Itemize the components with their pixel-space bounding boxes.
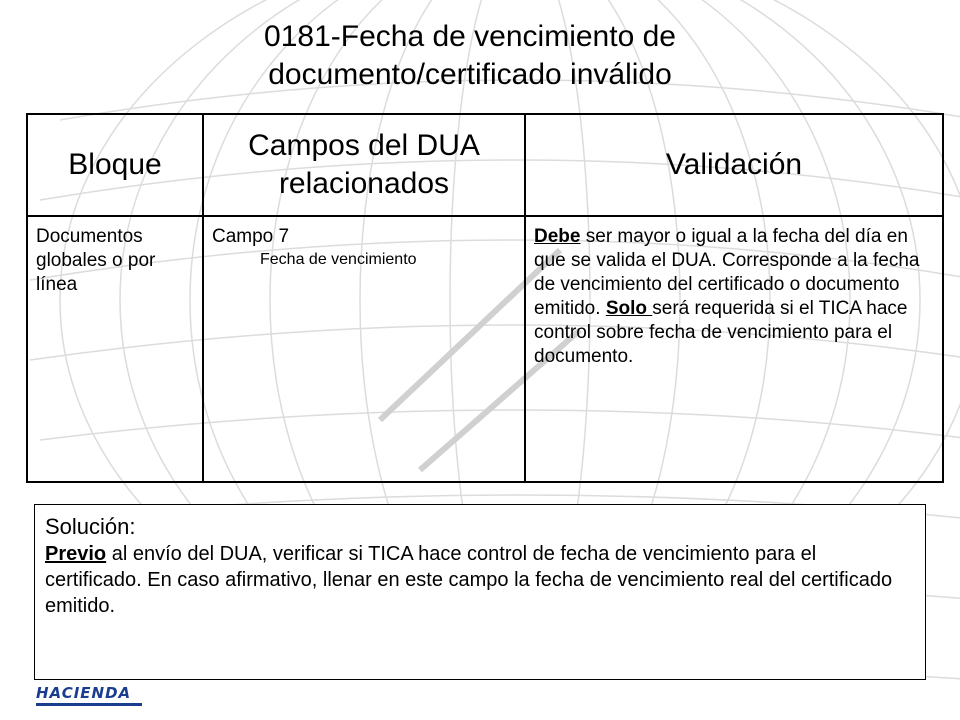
header-validacion: Validación: [525, 114, 943, 216]
title-line-2: documento/certificado inválido: [268, 58, 672, 91]
hacienda-logo: [36, 684, 131, 702]
cell-validacion: [525, 216, 943, 482]
solution-text: al envío del DUA, verificar si TICA hace control de fecha de vencimiento para el certificado. En caso afirmativo, llenar en este campo la fecha de vencimiento real del certificado emitido.: [45, 543, 893, 617]
header-campos: Campos del DUA relacionados: [203, 114, 525, 216]
logo-underline: [36, 703, 142, 706]
header-bloque: Bloque: [27, 114, 203, 216]
solution-lead: Previo: [45, 543, 107, 565]
validacion-lead: Debe: [534, 226, 581, 247]
bloque-text: Documentos globales o por línea: [36, 226, 156, 295]
solution-heading: Solución:: [45, 514, 136, 539]
table-row: [27, 216, 943, 482]
validacion-text-2: será requerida si el TICA hace control sobre fecha de vencimiento para el documento.: [534, 298, 908, 367]
campo-detail-text: Fecha de vencimiento: [260, 251, 417, 268]
title-line-1: 0181-Fecha de vencimiento de: [264, 20, 676, 53]
cell-bloque: [27, 216, 203, 482]
solution-body: [45, 541, 915, 619]
page-title: [0, 18, 940, 94]
solution-box: [34, 504, 926, 680]
table-header-row: [27, 114, 943, 216]
validacion-emph: Solo: [605, 298, 653, 319]
logo-text: HACIENDA: [36, 684, 132, 702]
cell-campo: [203, 216, 525, 482]
validation-table: [26, 113, 944, 483]
validacion-text-1: ser mayor o igual a la fecha del día en que se valida el DUA. Corresponde a la fecha de vencimiento del certificado o documento emitido.: [534, 226, 920, 319]
campo-text: Campo 7: [212, 226, 290, 247]
